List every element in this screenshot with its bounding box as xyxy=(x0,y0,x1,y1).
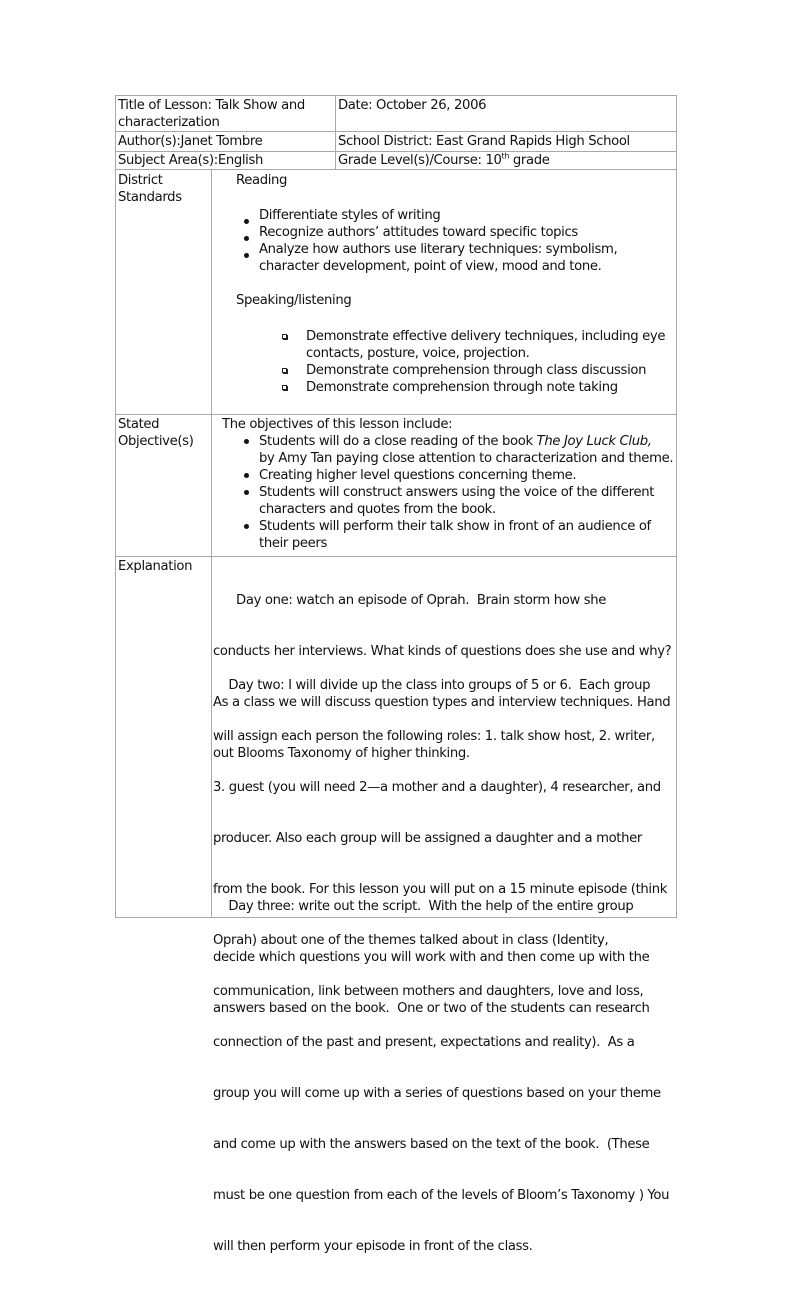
bullet-icon xyxy=(244,236,249,241)
explanation-line: from the book. For this lesson you will put on a 15 minute episode (think xyxy=(213,882,668,897)
column-divider-top xyxy=(335,96,336,169)
objective-item-continued: by Amy Tan paying close attention to characterization and theme. xyxy=(259,451,674,466)
row-divider xyxy=(116,169,676,170)
reading-standard-item: Analyze how authors use literary techniques: symbolism, xyxy=(259,242,618,257)
explanation-line: answers based on the book. One or two of the students can research xyxy=(213,1001,650,1016)
row-divider xyxy=(116,131,676,132)
bullet-icon xyxy=(244,473,249,478)
explanation-line: communication, link between mothers and daughters, love and loss, xyxy=(213,984,644,999)
explanation-line: group you will come up with a series of questions based on your theme xyxy=(213,1086,661,1101)
checkbox-square-icon xyxy=(282,368,287,373)
school-district-cell: School District: East Grand Rapids High School xyxy=(338,134,630,149)
lesson-title-line1: Title of Lesson: Talk Show and xyxy=(118,98,305,113)
speaking-standard-item: Demonstrate comprehension through class discussion xyxy=(306,363,647,378)
objectives-label-line2: Objective(s) xyxy=(118,434,194,449)
author-cell: Author(s):Janet Tombre xyxy=(118,134,263,149)
objectives-intro: The objectives of this lesson include: xyxy=(222,417,453,432)
district-standards-label xyxy=(118,172,182,206)
objective-item-continued: characters and quotes from the book. xyxy=(259,502,496,517)
explanation-line: Day one: watch an episode of Oprah. Brain storm how she xyxy=(213,593,607,608)
speaking-listening-heading: Speaking/listening xyxy=(236,293,352,308)
objective-item: Creating higher level questions concerning theme. xyxy=(259,468,577,483)
speaking-standard-item: Demonstrate comprehension through note taking xyxy=(306,380,618,395)
objective-item xyxy=(259,433,652,450)
speaking-standard-item-continued: contacts, posture, voice, projection. xyxy=(306,346,530,361)
row-divider xyxy=(116,414,676,415)
reading-heading: Reading xyxy=(236,173,288,188)
explanation-line: decide which questions you will work with and then come up with the xyxy=(213,950,650,965)
lesson-title-cell xyxy=(118,97,305,131)
column-divider-bottom xyxy=(211,169,212,917)
book-title: The Joy Luck Club, xyxy=(536,434,652,449)
grade-level-text: Grade Level(s)/Course: 10 xyxy=(338,153,502,168)
explanation-line: conducts her interviews. What kinds of questions does she use and why? xyxy=(213,644,672,659)
reading-standard-item: Differentiate styles of writing xyxy=(259,208,441,223)
grade-level-cell xyxy=(338,152,550,169)
grade-superscript: th xyxy=(501,151,510,161)
explanation-line: 3. guest (you will need 2—a mother and a daughter), 4 researcher, and xyxy=(213,780,661,795)
explanation-line: and come up with the answers based on the text of the book. (These xyxy=(213,1137,650,1152)
explanation-line: will assign each person the following roles: 1. talk show host, 2. writer, xyxy=(213,729,655,744)
bullet-icon xyxy=(244,253,249,258)
bullet-icon xyxy=(244,524,249,529)
bullet-icon xyxy=(244,439,249,444)
explanation-line: connection of the past and present, expectations and reality). As a xyxy=(213,1035,635,1050)
lesson-title-line2: characterization xyxy=(118,115,220,130)
date-cell: Date: October 26, 2006 xyxy=(338,98,487,113)
row-divider xyxy=(116,556,676,557)
standards-label-line2: Standards xyxy=(118,190,182,205)
objective-item: Students will perform their talk show in front of an audience of xyxy=(259,519,651,534)
explanation-line: out Blooms Taxonomy of higher thinking. xyxy=(213,746,470,761)
lesson-plan-table xyxy=(115,95,677,1254)
explanation-line: Day two: I will divide up the class into groups of 5 or 6. Each group xyxy=(213,678,651,693)
objective-item-continued: their peers xyxy=(259,536,327,551)
standards-label-line1: District xyxy=(118,173,163,188)
explanation-line: Oprah) about one of the themes talked about in class (Identity, xyxy=(213,933,609,948)
reading-standard-item-continued: character development, point of view, mood and tone. xyxy=(259,259,602,274)
bullet-icon xyxy=(244,219,249,224)
objective-item: Students will construct answers using the voice of the different xyxy=(259,485,655,500)
stated-objectives-label xyxy=(118,416,194,450)
explanation-line: will then perform your episode in front of the class. xyxy=(213,1239,533,1254)
explanation-label: Explanation xyxy=(118,559,193,574)
explanation-day-three xyxy=(213,864,650,1051)
checkbox-square-icon xyxy=(282,334,287,339)
bullet-icon xyxy=(244,490,249,495)
explanation-line: producer. Also each group will be assigned a daughter and a mother xyxy=(213,831,642,846)
explanation-line: As a class we will discuss question types and interview techniques. Hand xyxy=(213,695,671,710)
grade-suffix: grade xyxy=(509,153,550,168)
objective-text: Students will do a close reading of the book xyxy=(259,434,537,449)
objectives-label-line1: Stated xyxy=(118,417,160,432)
reading-standard-item: Recognize authors’ attitudes toward specific topics xyxy=(259,225,578,240)
checkbox-square-icon xyxy=(282,385,287,390)
explanation-line: Day three: write out the script. With the help of the entire group xyxy=(213,899,634,914)
subject-area-cell: Subject Area(s):English xyxy=(118,153,264,168)
speaking-standard-item: Demonstrate effective delivery techniques, including eye xyxy=(306,329,666,344)
explanation-line: must be one question from each of the levels of Bloom’s Taxonomy ) You xyxy=(213,1188,670,1203)
